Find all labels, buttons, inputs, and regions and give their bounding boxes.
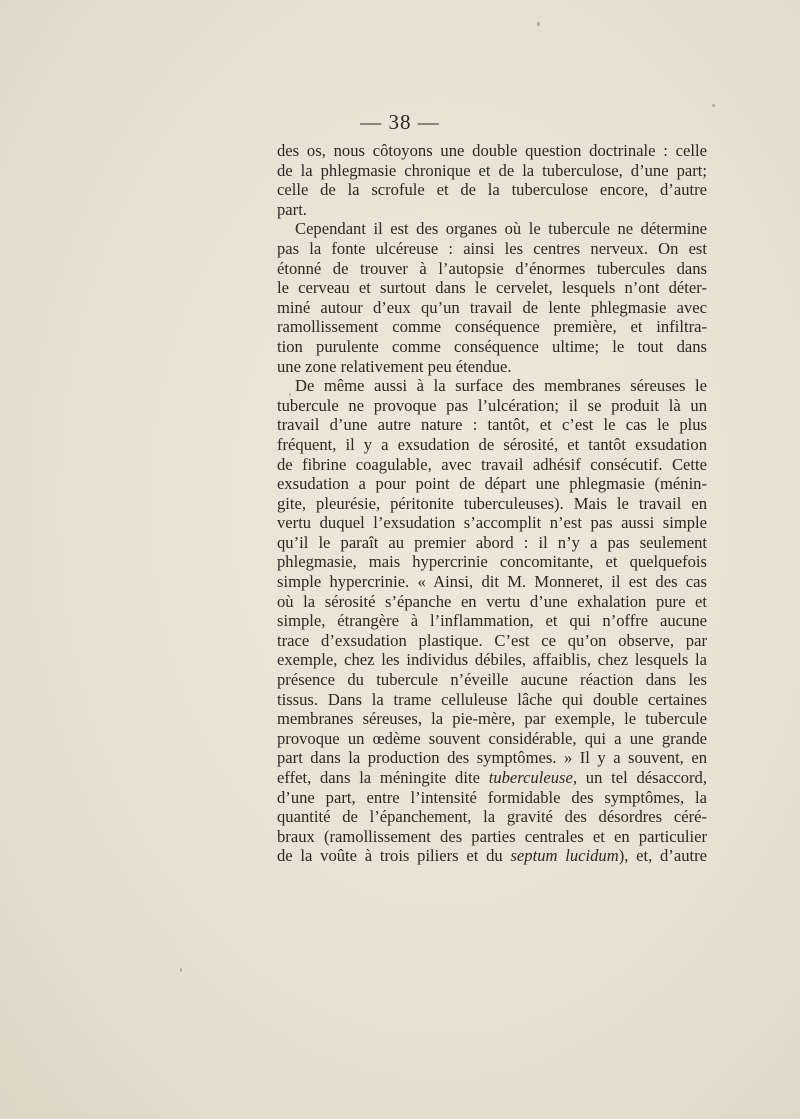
text-line: où la sérosité s’épanche en vertu d’une exhalation pure et: [277, 591, 707, 611]
text-run: , un tel désaccord,: [572, 768, 707, 787]
text-line: quantité de l’épanchement, la gravité des désordres céré-: [277, 807, 707, 827]
italic-term: tuberculeuse: [488, 768, 573, 787]
text-line: part.: [277, 199, 307, 219]
text-line: Cependant il est des organes où le tubercule ne détermine: [295, 219, 707, 239]
page-number: — 38 —: [360, 110, 440, 134]
text-line: de fibrine coagulable, avec travail adhésif consécutif. Cette: [277, 454, 707, 474]
text-line: exemple, chez les individus débiles, affaiblis, chez lesquels la: [277, 650, 707, 670]
text-line: celle de la scrofule et de la tuberculose encore, d’autre: [277, 180, 707, 200]
text-line: simple hypercrinie. « Ainsi, dit M. Monneret, il est des cas: [277, 572, 707, 592]
text-line-with-italic: [277, 768, 707, 788]
body-text: [277, 141, 707, 866]
paper-speck: [289, 393, 291, 396]
text-line: étonné de trouver à l’autopsie d’énormes tubercules dans: [277, 258, 707, 278]
text-line: présence du tubercule n’éveille aucune réaction dans les: [277, 670, 707, 690]
text-line: d’une part, entre l’intensité formidable des symptômes, la: [277, 787, 707, 807]
text-line: tubercule ne provoque pas l’ulcération; il se produit là un: [277, 395, 707, 415]
text-line: pas la fonte ulcéreuse : ainsi les centres nerveux. On est: [277, 238, 707, 258]
text-line-with-italic: [277, 846, 707, 866]
text-line: simple, étrangère à l’inflammation, et qui n’offre aucune: [277, 611, 707, 631]
text-run: de la voûte à trois piliers et du: [277, 846, 511, 866]
text-line: tissus. Dans la trame celluleuse lâche qui double certaines: [277, 689, 707, 709]
text-line: une zone relativement peu étendue.: [277, 356, 512, 376]
text-line: exsudation a pour point de départ une phlegmasie (ménin-: [277, 474, 707, 494]
text-line: de la phlegmasie chronique et de la tuberculose, d’une part;: [277, 160, 707, 180]
italic-term: septum lucidum: [510, 846, 619, 866]
text-line: trace d’exsudation plastique. C’est ce qu’on observe, par: [277, 630, 707, 650]
paper-speck: [180, 968, 182, 972]
text-line: fréquent, il y a exsudation de sérosité, et tantôt exsudation: [277, 434, 707, 454]
text-line: vertu duquel l’exsudation s’accomplit n’est pas aussi simple: [277, 513, 707, 533]
text-line: membranes séreuses, la pie-mère, par exemple, le tubercule: [277, 709, 707, 729]
text-line: des os, nous côtoyons une double question doctrinale : celle: [277, 141, 707, 160]
paper-speck: [537, 22, 540, 26]
text-line: miné autour d’eux qu’un travail de lente phlegmasie avec: [277, 297, 707, 317]
text-line: gite, pleurésie, péritonite tuberculeuses). Mais le travail en: [277, 493, 707, 513]
text-line: phlegmasie, mais hypercrinie concomitante, et quelquefois: [277, 552, 707, 572]
text-line: provoque un œdème souvent considérable, qui a une grande: [277, 728, 707, 748]
text-line: braux (ramollissement des parties centrales et en particulier: [277, 826, 707, 846]
text-line: qu’il le paraît au premier abord : il n’y a pas seulement: [277, 532, 707, 552]
text-run: ), et, d’autre: [618, 846, 707, 866]
paper-speck: [712, 104, 715, 107]
text-line: le cerveau et surtout dans le cervelet, lesquels n’ont déter-: [277, 278, 707, 298]
text-line: tion purulente comme conséquence ultime; le tout dans: [277, 336, 707, 356]
text-line: De même aussi à la surface des membranes séreuses le: [295, 376, 707, 396]
text-line: travail d’une autre nature : tantôt, et c’est le cas le plus: [277, 415, 707, 435]
text-line: part dans la production des symptômes. » Il y a souvent, en: [277, 748, 707, 768]
text-line: ramollissement comme conséquence première, et infiltra-: [277, 317, 707, 337]
text-run: effet, dans la méningite dite: [277, 768, 489, 787]
